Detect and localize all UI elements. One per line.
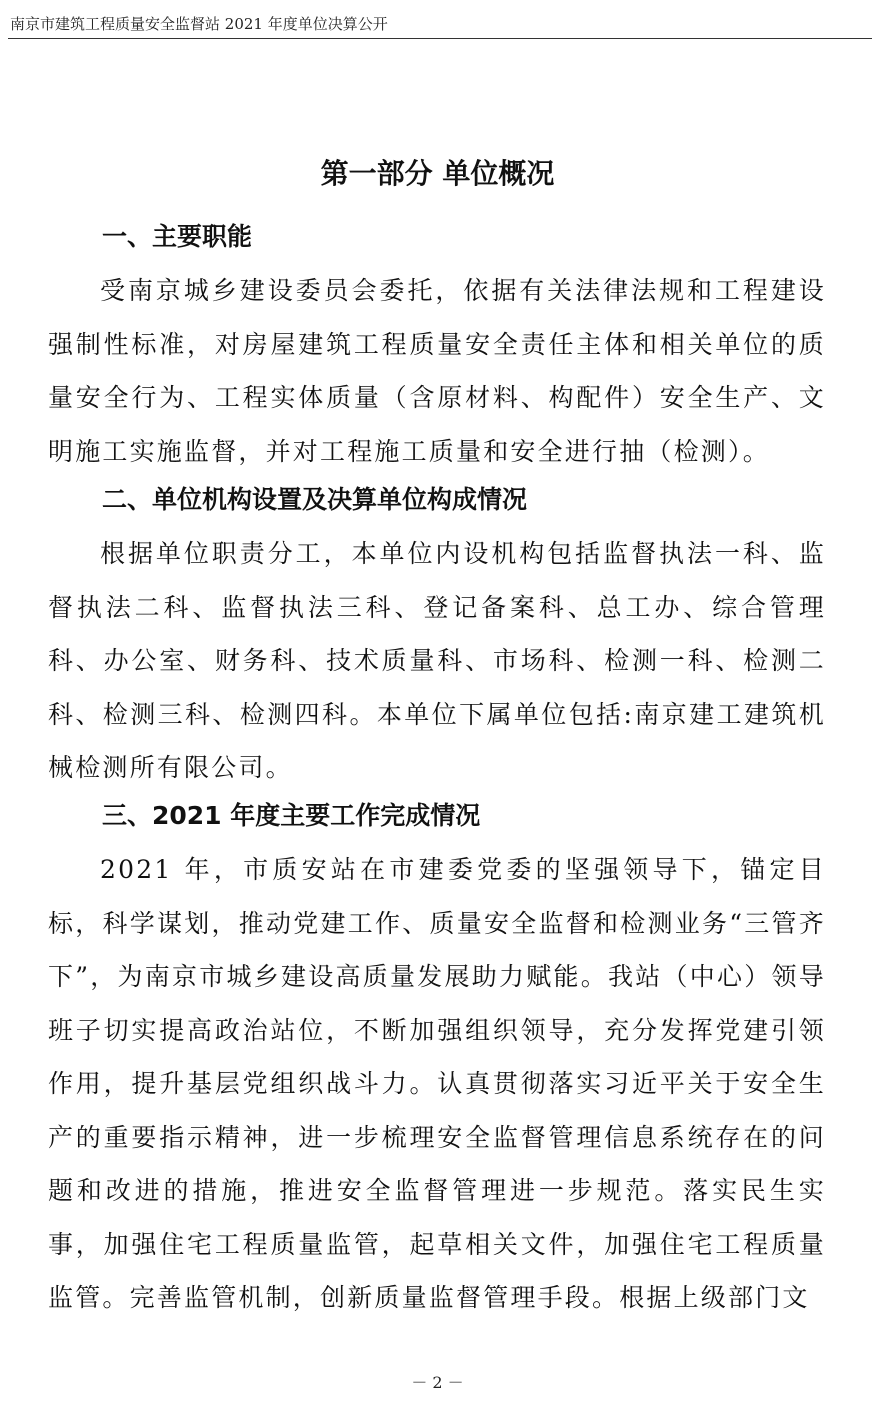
section-paragraph-work-completion: 2021 年，市质安站在市建委党委的坚强领导下，锚定目标，科学谋划，推动党建工作、质量安全监督和检测业务“三管齐下”，为南京市城乡建设高质量发展助力赋能。我站（中心）领导班子切实提高政治站位，不断加强组织领导，充分发挥党建引领作用，提升基层党组织战斗力。认真贯彻落实习近平关于安全生产的重要指示精神，进一步梳理安全监督管理信息系统存在的问题和改进的措施，推进安全监督管理进一步规范。落实民生实事，加强住宅工程质量监管，起草相关文件，加强住宅工程质量监管。完善监管机制，创新质量监督管理手段。根据上级部门文 <box>48 855 826 1312</box>
part-title: 第一部分 单位概况 <box>320 157 555 190</box>
header-rule <box>8 38 872 39</box>
section-paragraph-organization: 根据单位职责分工，本单位内设机构包括监督执法一科、监督执法二科、监督执法三科、登记备案科、总工办、综合管理科、办公室、财务科、技术质量科、市场科、检测一科、检测二科、检测三科、检测四科。本单位下属单位包括:南京建工建筑机械检测所有限公司。 <box>48 539 826 782</box>
section-heading-work-completion: 三、2021 年度主要工作完成情况 <box>102 801 481 830</box>
section-paragraph-functions: 受南京城乡建设委员会委托，依据有关法律法规和工程建设强制性标准，对房屋建筑工程质量安全责任主体和相关单位的质量安全行为、工程实体质量（含原材料、构配件）安全生产、文明施工实施监督，并对工程施工质量和安全进行抽（检测）。 <box>48 276 826 466</box>
section-heading-organization: 二、单位机构设置及决算单位构成情况 <box>102 485 528 514</box>
running-header: 南京市建筑工程质量安全监督站 2021 年度单位决算公开 <box>10 15 388 33</box>
section-heading-functions: 一、主要职能 <box>102 222 253 251</box>
page-number: － 2 － <box>411 1373 464 1392</box>
